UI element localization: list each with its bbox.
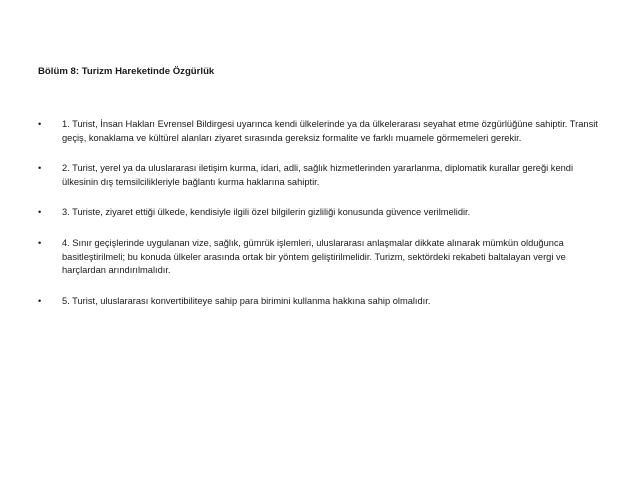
list-item [38,237,608,278]
list-item-text: 3. Turiste, ziyaret ettiği ülkede, kendisiyle ilgili özel bilgilerin gizliliği konusunda güvence verilmelidir. [62,207,471,218]
list-item-text: 5. Turist, uluslararası konvertibiliteye sahip para birimini kullanma hakkına sahip olmalıdır. [62,295,431,306]
list-item [38,206,608,220]
slide-title: Bölüm 8: Turizm Hareketinde Özgürlük [38,66,215,77]
bullet-icon: • [38,295,42,306]
list-item [38,162,608,189]
bullet-icon: • [38,119,42,129]
bullet-icon: • [38,237,42,248]
list-item-text: 2. Turist, yerel ya da uluslararası iletişim kurma, idari, adli, sağlık hizmetlerinden yararlanma, diplomatik kurallar gereği kendi ülkesinin dış temsilcilikleriyle bağlantı kurma haklarına sahiptir. [62,163,574,187]
list-item-text: 1. Turist, İnsan Hakları Evrensel Bildirgesi uyarınca kendi ülkelerinde ya da ülkelerarası seyahat etme özgürlüğüne sahiptir. Transit geçiş, konaklama ve kültürel alanları ziyaret sırasında gereksiz formalite ve farklı muamele görmemeleri gerekir. [62,119,598,143]
list-item [38,295,608,309]
bullet-list [38,118,608,308]
bullet-icon: • [38,207,42,218]
bullet-icon: • [38,163,42,174]
list-item-text: 4. Sınır geçişlerinde uygulanan vize, sağlık, gümrük işlemleri, uluslararası anlaşmalar dikkate alınarak mümkün olduğunca basitleştirilmeli; bu konuda ülkeler arasında ortak bir yöntem geliştirilmelidir. Turizm, sektördeki rekabeti baltalayan vergi ve harçlardan arındırılmalıdır. [62,237,566,276]
list-item [38,118,608,145]
